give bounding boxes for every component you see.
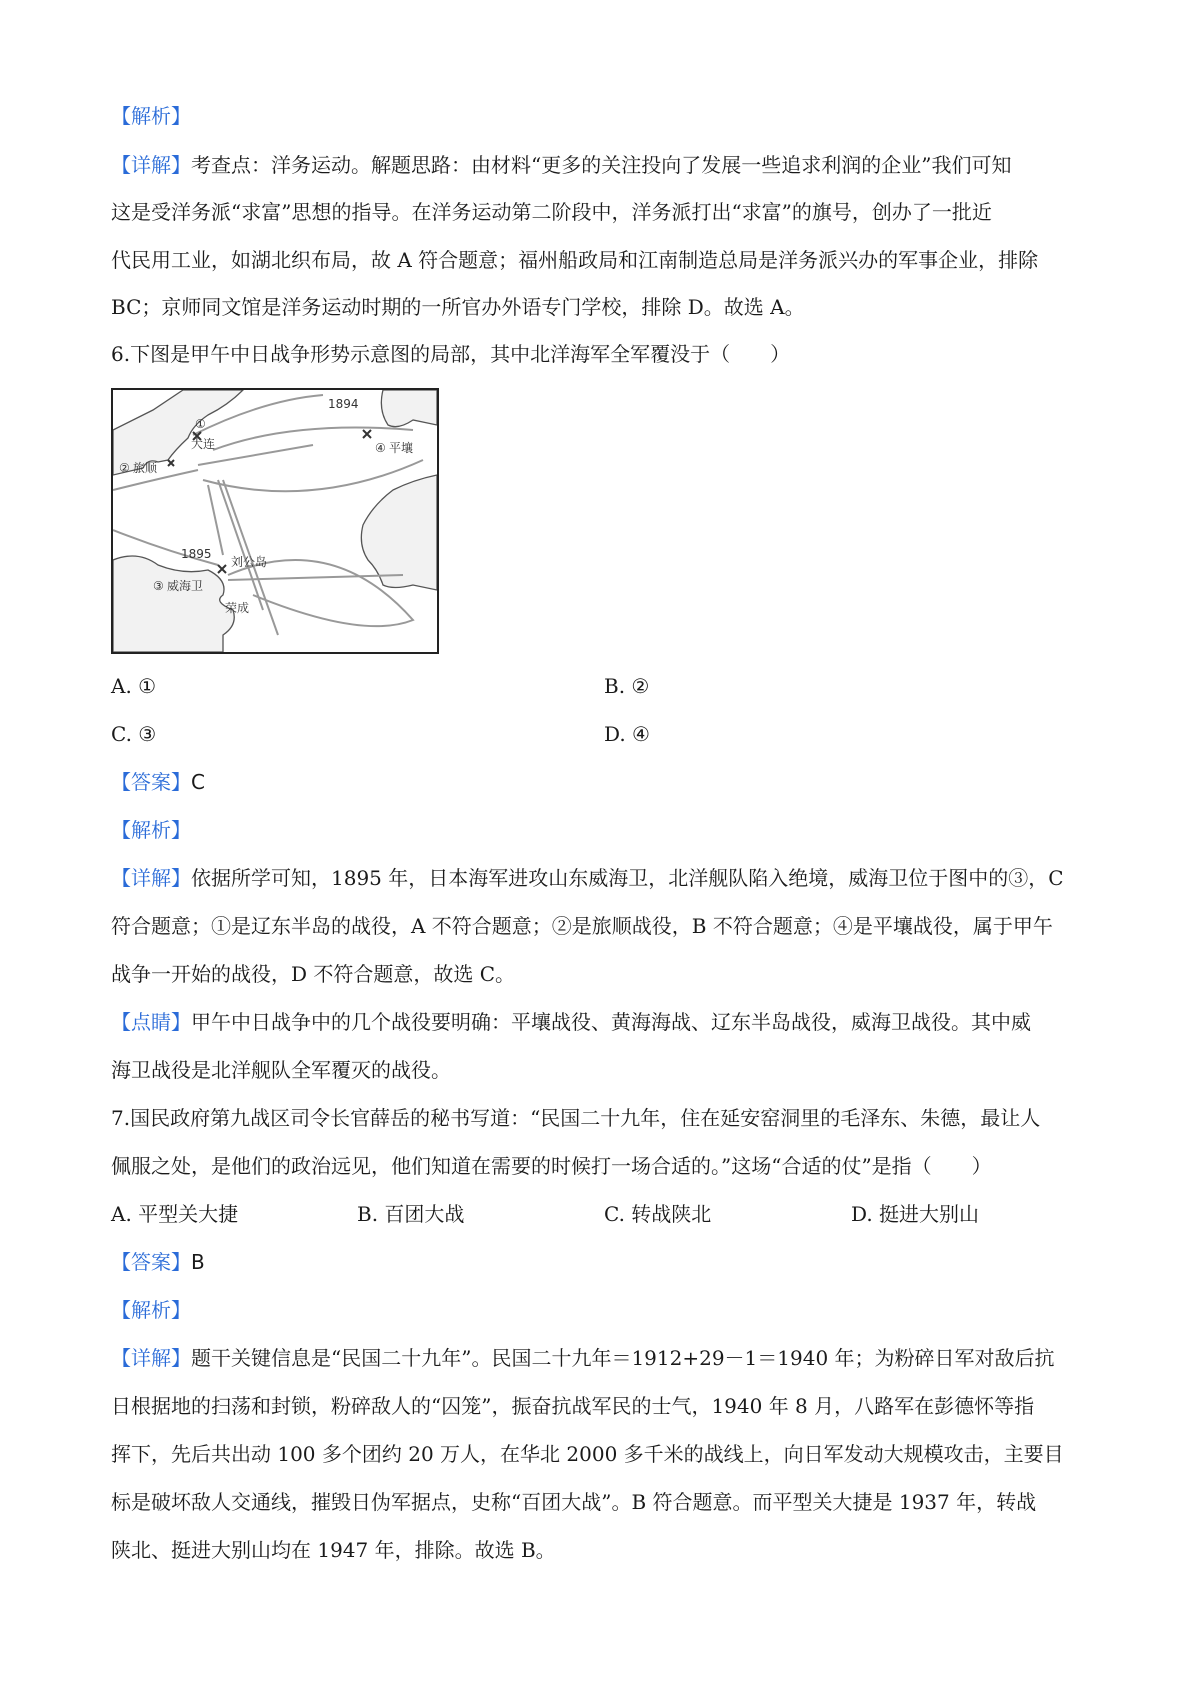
detail-paragraph-line: 陕北、挺进大别山均在 1947 年，排除。故选 B。 [111,1538,556,1562]
answer-line [111,1250,205,1274]
question-7-stem: 7.国民政府第九战区司令长官薛岳的秘书写道：“民国二十九年，住在延安窑洞里的毛泽东、朱德，最让人 [111,1106,1041,1130]
analysis-tag: 【解析】 [111,1298,191,1322]
detail-tag: 【详解】 [111,866,191,890]
detail-paragraph-line: 这是受洋务派“求富”思想的指导。在洋务运动第二阶段中，洋务派打出“求富”的旗号，创办了一批近 [111,200,992,224]
answer-tag: 【答案】 [111,770,191,794]
analysis-tag: 【解析】 [111,104,191,128]
question-6-stem: 6.下图是甲午中日战争形势示意图的局部，其中北洋海军全军覆没于（ ） [111,342,791,366]
option-a: A. ① [111,674,157,698]
detail-tag: 【详解】 [111,153,191,177]
korea-north-coast [381,390,437,427]
detail-paragraph-line [111,866,1064,890]
map-label: 荣成 [225,601,250,615]
detail-text: 题干关键信息是“民国二十九年”。民国二十九年＝1912+29－1＝1940 年；为粉碎日军对敌后抗 [191,1346,1055,1370]
detail-text: 考查点：洋务运动。解题思路：由材料“更多的关注投向了发展一些追求利润的企业”我们可知 [191,153,1012,177]
answer-tag: 【答案】 [111,1250,191,1274]
map-label: 1895 [181,547,212,561]
tip-text: 甲午中日战争中的几个战役要明确：平壤战役、黄海海战、辽东半岛战役，威海卫战役。其中威 [191,1010,1031,1034]
map-label: 平壤 [389,441,414,455]
map-label: 威海卫 [167,579,204,593]
detail-paragraph-line [111,153,1011,177]
detail-paragraph-line: 挥下，先后共出动 100 多个团约 20 万人，在华北 2000 多千米的战线上，向日军发动大规模攻击，主要目 [111,1442,1064,1466]
option-c: C. ③ [111,722,157,746]
answer-value: C [191,770,205,794]
option-d: D. 挺进大别山 [851,1202,980,1226]
analysis-tag: 【解析】 [111,818,191,842]
detail-tag: 【详解】 [111,1346,191,1370]
detail-paragraph-line: 符合题意；①是辽东半岛的战役，A 不符合题意；②是旅顺战役，B 不符合题意；④是平壤战役，属于甲午 [111,914,1053,938]
option-d: D. ④ [604,722,650,746]
map-drawing [113,390,437,652]
detail-paragraph-line: 战争一开始的战役，D 不符合题意，故选 C。 [111,962,516,986]
detail-paragraph-line [111,1346,1055,1370]
answer-line [111,770,205,794]
map-label: ① [195,417,206,431]
tip-paragraph-line [111,1010,1031,1034]
detail-paragraph-line: 代民用工业，如湖北织布局，故 A 符合题意；福州船政局和江南制造总局是洋务派兴办的军事企业，排除 [111,248,1039,272]
map-label: ③ [153,579,164,593]
question-7-stem: 佩服之处，是他们的政治远见，他们知道在需要的时候打一场合适的。”这场“合适的仗”是指（ ） [111,1154,992,1178]
option-a: A. 平型关大捷 [111,1202,239,1226]
map-label: 刘公岛 [231,555,268,569]
detail-paragraph-line: 日根据地的扫荡和封锁，粉碎敌人的“囚笼”，振奋抗战军民的士气，1940 年 8 月，八路军在彭德怀等指 [111,1394,1035,1418]
sino-japanese-war-map [111,388,439,654]
map-label: ④ [375,441,386,455]
answer-value: B [191,1250,205,1274]
detail-paragraph-line: BC；京师同文馆是洋务运动时期的一所官办外语专门学校，排除 D。故选 A。 [111,295,805,319]
option-b: B. ② [604,674,650,698]
option-b: B. 百团大战 [357,1202,465,1226]
detail-text: 依据所学可知，1895 年，日本海军进攻山东威海卫，北洋舰队陷入绝境，威海卫位于图中的③，C [191,866,1064,890]
option-c: C. 转战陕北 [604,1202,712,1226]
tip-paragraph-line: 海卫战役是北洋舰队全军覆灭的战役。 [111,1058,451,1082]
tip-tag: 【点睛】 [111,1010,191,1034]
map-label: 旅顺 [133,461,158,475]
detail-paragraph-line: 标是破坏敌人交通线，摧毁日伪军据点，史称“百团大战”。B 符合题意。而平型关大捷是 1937 年，转战 [111,1490,1037,1514]
map-label: 1894 [328,397,359,411]
shandong-coast [113,556,234,652]
map-label: 大连 [191,437,216,451]
map-label: ② [119,461,130,475]
korea-coast [361,475,437,590]
